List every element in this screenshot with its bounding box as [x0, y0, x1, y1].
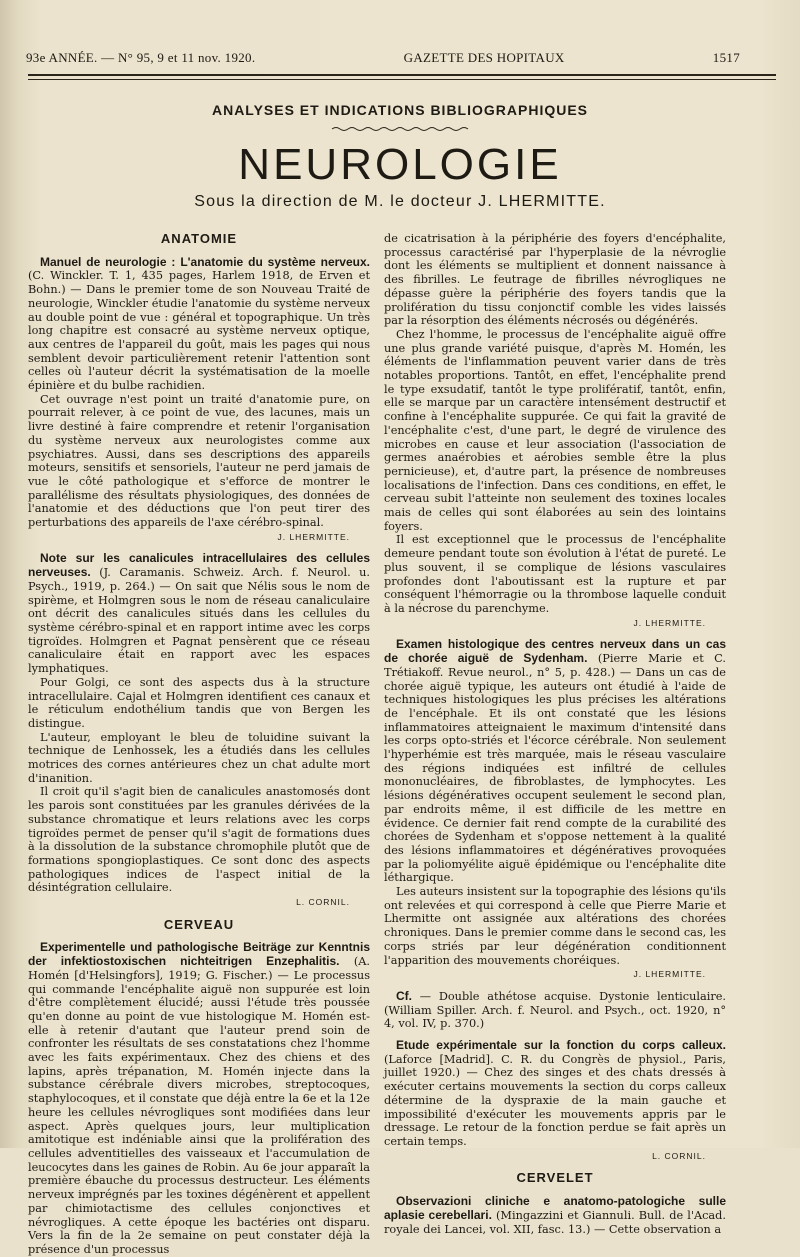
article-text: — Double athétose acquise. Dystonie lenticulaire. (William Spiller. Arch. f. Neurol. and Psych., oct. 1920, n° 4, vol. IV, p. 370.)	[384, 989, 726, 1031]
left-column	[28, 228, 371, 1256]
article-text: Cet ouvrage n'est point un traité d'anatomie pure, on pourrait relever, à ce point de vue, des lacunes, mais un livre destiné à faire comprendre et retenir l'organisation du système nerveux aux neurologistes comme aux psychiatres. Aussi, dans ses descriptions des appareils moteurs, sensitifs et sensoriels, l'auteur ne perd jamais de vue le côté pathologique et s'efforce de montrer le parallélisme des résultats physiologiques, des données de l'anatomie et des déductions que l'on peut tirer des perturbations des appareils de l'axe cérébro-spinal.	[28, 392, 370, 530]
article-text: Pour Golgi, ce sont des aspects dus à la structure intracellulaire. Cajal et Holmgren identifient ces canaux et le réticulum endothélium tandis que von Bergen les distingue.	[28, 675, 370, 730]
heading-anatomie: ANATOMIE	[160, 231, 238, 246]
article-text: (Mingazzini et Giannuli. Bull. de l'Acad. royale dei Lancei, vol. XII, fasc. 13.) — Cette observation a	[384, 1208, 726, 1236]
signature: J. LHERMITTE.	[633, 969, 706, 980]
article-text: (A. Homén [d'Helsingfors], 1919; G. Fischer.) — Le processus qui commande l'encéphalite aiguë non suppurée est loin d'être complètement élucidé; aussi l'étude très poussée qu'en donne au point de vue histologique M. Homén est-elle à retenir d'autant que l'auteur prend soin de confronter les résultats de ses constatations chez l'homme avec les faits expérimentaux. Chez des chiens et des lapins, après trépanation, M. Homén injecte dans la substance cérébrale divers microbes, streptocoques, staphylocoques, et il constate que déjà entre la 6e et la 12e heure les cellules névrogliques sont modifiées dans leur aspect. Après quelques jours, leur multiplication amitotique est indéniable ainsi que la prolifération des cellules adventitielles des vaisseaux et l'accumulation de leucocytes dans les gaines de Robin. Au 6e jour apparaît la première ébauche du processus destructeur. Les éléments nerveux imprégnés par les toxines dégénèrent et appellent par chimiotactisme des cellules conjonctives et névrogliques. A cette époque les bactéries ont disparu. Vers la fin de la 2e semaine on peut constater déjà la présence d'un processus	[28, 955, 371, 1256]
article-text: Il croit qu'il s'agit bien de canalicules anastomosés dont les parois sont constituées par les granules dérivées de la substance chromatique et leurs relations avec les corps tigroïdes permet de penser qu'il s'agit de formations dues à la dissolution de la substance chromophile plutôt que de formations spongioplastiques. Ce sont donc des aspects pathologiques indices de l'aspect initial de la désintégration cellulaire.	[28, 785, 370, 895]
page-subtitle: Sous la direction de M. le docteur J. LHERMITTE.	[194, 193, 606, 210]
heading-cervelet: CERVELET	[516, 1170, 594, 1186]
article-text: Il est exceptionnel que le processus de l'encéphalite demeure pendant toute son évolution à l'état de pureté. Le plus souvent, il se complique de lésions vasculaires profondes dont l'aboutissant est la rupture et par conséquent l'hémorragie ou la thrombose laquelle conduit à la nécrose du parenchyme.	[384, 533, 726, 615]
signature: J. LHERMITTE.	[277, 531, 350, 542]
right-column	[384, 232, 727, 1236]
page-number: 1517	[712, 50, 740, 65]
article-text: de cicatrisation à la périphérie des foyers d'encéphalite, processus caractérisé par l'hyperplasie de la névroglie dont les éléments se multiplient et donnent naissance à des fibrilles. Le feutrage de fibrilles névrogliques ne dépasse guère la périphérie des foyers tandis que la prolifération du tissu conjonctif comble les vides laissés par la résorption des éléments nécrosés ou dégénérés.	[384, 232, 726, 328]
article-corps-calleux	[384, 1039, 726, 1163]
header-rule	[28, 74, 776, 76]
article-text: (Laforce [Madrid]. C. R. du Congrès de physiol., Paris, juillet 1920.) — Chez des singes et des chats dressés à exécuter certains mouvements la section du corps calleux détermine de la dyspraxie de la main gauche et impossibilité d'exécuter les mouvements appris par le dressage. Le retour de la fonction perdue se fait après un certain temps.	[384, 1052, 726, 1148]
signature: L. CORNIL.	[652, 1150, 706, 1161]
article-title: Observazioni cliniche e anatomo-patologiche sulle aplasie cerebellari.	[384, 1194, 726, 1222]
signature: L. CORNIL.	[296, 897, 350, 908]
article-athetose	[384, 990, 726, 1031]
article-enzephalitis-continued	[384, 232, 726, 630]
article-canalicules	[28, 552, 370, 909]
article-text: Les auteurs insistent sur la topographie des lésions qu'ils ont relevées et qui correspond à celle que Pierre Marie et Lhermitte ont assignée aux altérations des chorées chroniques. Dans le premier comme dans le second cas, les corps striés par leur dégénération conditionnent l'apparition des mouvements choréiques.	[384, 885, 726, 967]
article-title: Note sur les canalicules intracellulaires des cellules nerveuses.	[28, 551, 370, 580]
heading-cerveau: CERVEAU	[163, 916, 235, 932]
article-choree	[384, 638, 726, 982]
article-title: Cf.	[396, 988, 412, 1003]
section-label: ANALYSES ET INDICATIONS BIBLIOGRAPHIQUES	[211, 102, 589, 118]
article-aplasie	[384, 1195, 726, 1236]
article-title: Experimentelle und pathologische Beiträge zur Kenntnis der infektiostoxischen nichteitrigen Enzephalitis.	[28, 940, 370, 969]
page-header	[26, 48, 740, 68]
article-title: Examen histologique des centres nerveux dans un cas de chorée aiguë de Sydenham.	[384, 637, 726, 666]
article-text: (Pierre Marie et C. Trétiakoff. Revue neurol., n° 5, p. 428.) — Dans un cas de chorée aiguë typique, les auteurs ont étudié à l'aide de techniques histologiques les plus précises les altérations de l'encéphale. Et ils ont constaté que les lésions inflammatoires atteignaient le maximum d'intensité dans les corps opto-striés et l'écorce cérébrale. Non seulement l'hyperhémie est très marquée, mais le réseau vasculaire des régions indiquées est infiltré de cellules mononucléaires, de fibroblastes, de lymphocytes. Les lésions dégénératives occupent seulement le second plan, par endroits même, il est difficile de les mettre en évidence. Ce dernier fait rend compte de la curabilité des chorées de Sydenham et s'oppose nettement à la qualité des lésions inflammatoires et dégénératives provoquées par la poliomyélite aiguë épidémique ou l'encéphalite dite léthargique.	[384, 652, 727, 885]
header-rule-thin	[28, 79, 776, 80]
article-enzephalitis	[28, 941, 370, 1256]
article-text: (J. Caramanis. Schweiz. Arch. f. Neurol. u. Psych., 1919, p. 264.) — On sait que Nélis sous le nom de spirème, et Holmgren sous le nom de réseau canaliculaire ont décrit des canalicules situés dans les cellules du système cérébro-spinal et en rapport intime avec les corps tigroïdes. Holmgren et Pagnat pensèrent que ce réseau canaliculaire était en rapport avec les espaces lymphatiques.	[28, 566, 371, 676]
article-title: Etude expérimentale sur la fonction du corps calleux.	[396, 1038, 726, 1053]
issue-info: 93e ANNÉE. — N° 95, 9 et 11 nov. 1920.	[26, 50, 256, 65]
article-text: (C. Winckler. T. 1, 435 pages, Harlem 1918, de Erven et Bohn.) — Dans le premier tome de son Nouveau Traité de neurologie, Winckler étudie l'anatomie du système nerveux au double point de vue : général et topographique. Un très long chapitre est consacré au système nerveux optique, aux centres de l'appareil du goût, mais les pages qui nous semblent devoir particulièrement retenir l'attention sont celles où l'auteur décrit la systématisation de la moelle épinière et du bulbe rachidien.	[28, 269, 370, 393]
article-manuel-neurologie	[28, 256, 370, 545]
article-text: L'auteur, employant le bleu de toluidine suivant la technique de Lenhossek, les a étudiés dans les cellules motrices des cornes antérieures chez un chat adulte mort d'inanition.	[28, 730, 370, 785]
page-title: NEUROLOGIE	[238, 140, 562, 189]
ornament-divider	[330, 125, 470, 133]
signature: J. LHERMITTE.	[633, 617, 706, 628]
article-title: Manuel de neurologie : L'anatomie du système nerveux.	[40, 254, 370, 269]
article-text: Chez l'homme, le processus de l'encéphalite aiguë offre une plus grande variété puisque, d'après M. Homén, les éléments de l'inflammation peuvent varier dans de très notables proportions. Tantôt, en effet, l'encéphalite prend le type exsudatif, tantôt le type prolifératif, tantôt, enfin, elle se marque par un caractère intensément destructif et confine à l'encéphalite suppurée. Ce qui fait la gravité de l'encéphalite c'est, d'une part, le degré de virulence des microbes en cause et leur association (l'association de germes anaérobies et aérobies semble être la plus pernicieuse), et, d'autre part, la présence de nombreuses localisations de l'infection. Dans ces conditions, en effet, le cerveau subit l'atteinte non seulement des toxines locales mais de celles qui sont élaborées au sein des lointains foyers.	[384, 327, 726, 533]
journal-name: GAZETTE DES HOPITAUX	[403, 50, 565, 65]
